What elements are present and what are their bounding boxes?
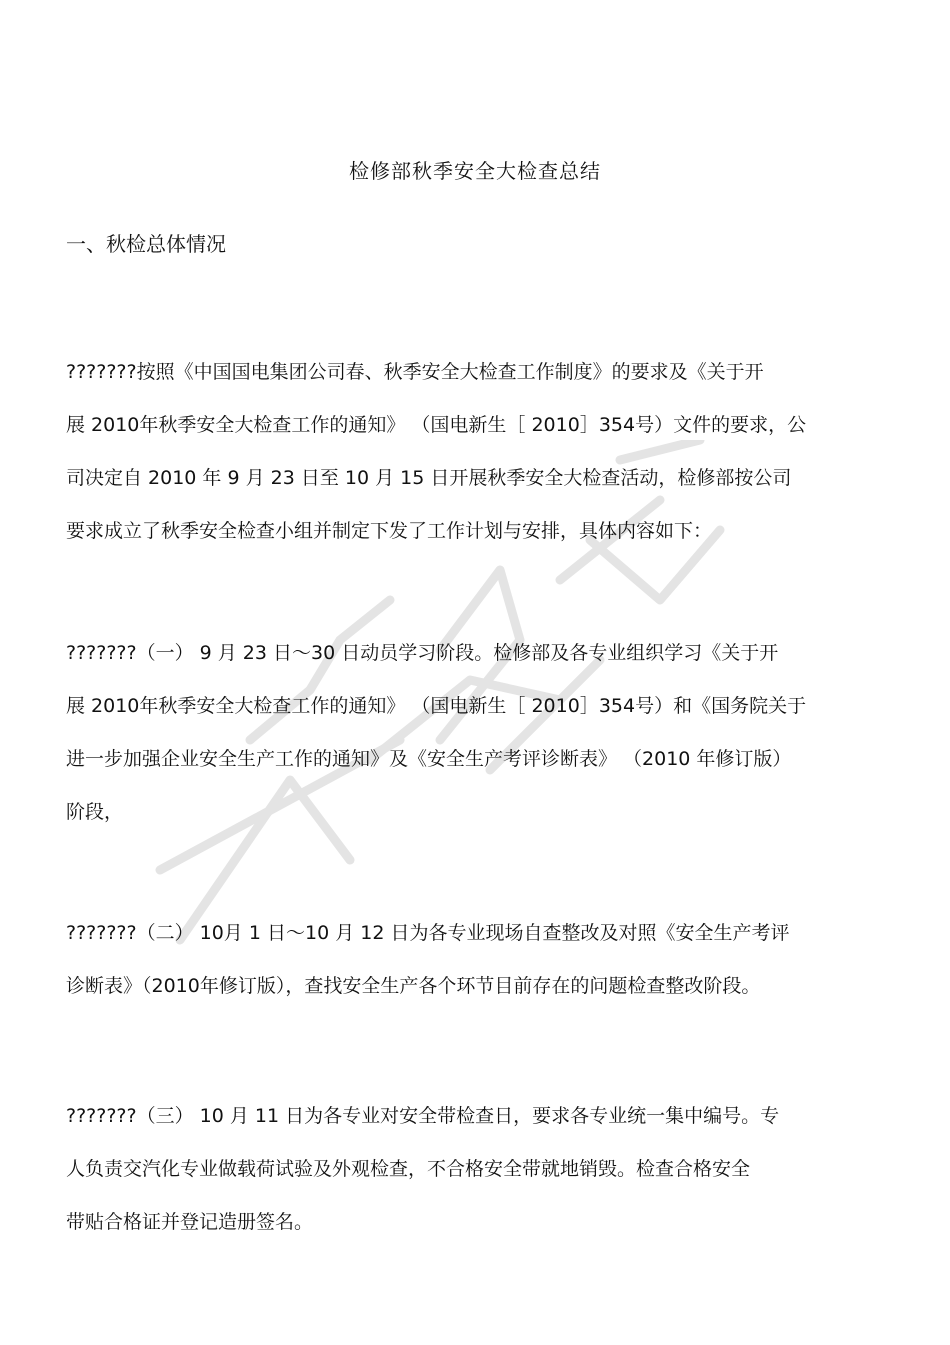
paragraph-line: 人负责交汽化专业做载荷试验及外观检查，不合格安全带就地销毁。检查合格安全	[66, 1158, 751, 1180]
paragraph-line: ???????（二） 10月 1 日～10 月 12 日为各专业现场自查整改及对照《安全生产考评	[66, 922, 790, 944]
paragraph-intro	[66, 357, 886, 569]
page-title: 检修部秋季安全大检查总结	[349, 159, 601, 183]
section-heading: 一、秋检总体情况	[66, 232, 226, 256]
paragraph-stage-one	[66, 638, 886, 850]
paragraph-stage-three	[66, 1101, 886, 1260]
paragraph-line: ???????（一） 9 月 23 日～30 日动员学习阶段。检修部及各专业组织学习《关于开	[66, 642, 779, 664]
paragraph-line: ???????（三） 10 月 11 日为各专业对安全带检查日，要求各专业统一集中编号。专	[66, 1105, 780, 1127]
paragraph-line: 展 2010年秋季安全大检查工作的通知》 （国电新生［ 2010］354号）和《国务院关于	[66, 695, 807, 717]
paragraph-line: 阶段，	[66, 801, 124, 823]
paragraph-line: ???????按照《中国国电集团公司春、秋季安全大检查工作制度》的要求及《关于开	[66, 361, 764, 383]
paragraph-line: 司决定自 2010 年 9 月 23 日至 10 月 15 日开展秋季安全大检查活动，检修部按公司	[66, 467, 792, 489]
paragraph-line: 诊断表》（2010年修订版），查找安全生产各个环节目前存在的问题检查整改阶段。	[66, 975, 761, 997]
paragraph-line: 要求成立了秋季安全检查小组并制定下发了工作计划与安排，具体内容如下：	[66, 520, 713, 542]
paragraph-stage-two	[66, 918, 886, 1024]
paragraph-line: 进一步加强企业安全生产工作的通知》及《安全生产考评诊断表》 （2010 年修订版）	[66, 748, 792, 770]
paragraph-line: 带贴合格证并登记造册签名。	[66, 1211, 314, 1233]
paragraph-line: 展 2010年秋季安全大检查工作的通知》 （国电新生［ 2010］354号）文件的要求，公	[66, 414, 807, 436]
